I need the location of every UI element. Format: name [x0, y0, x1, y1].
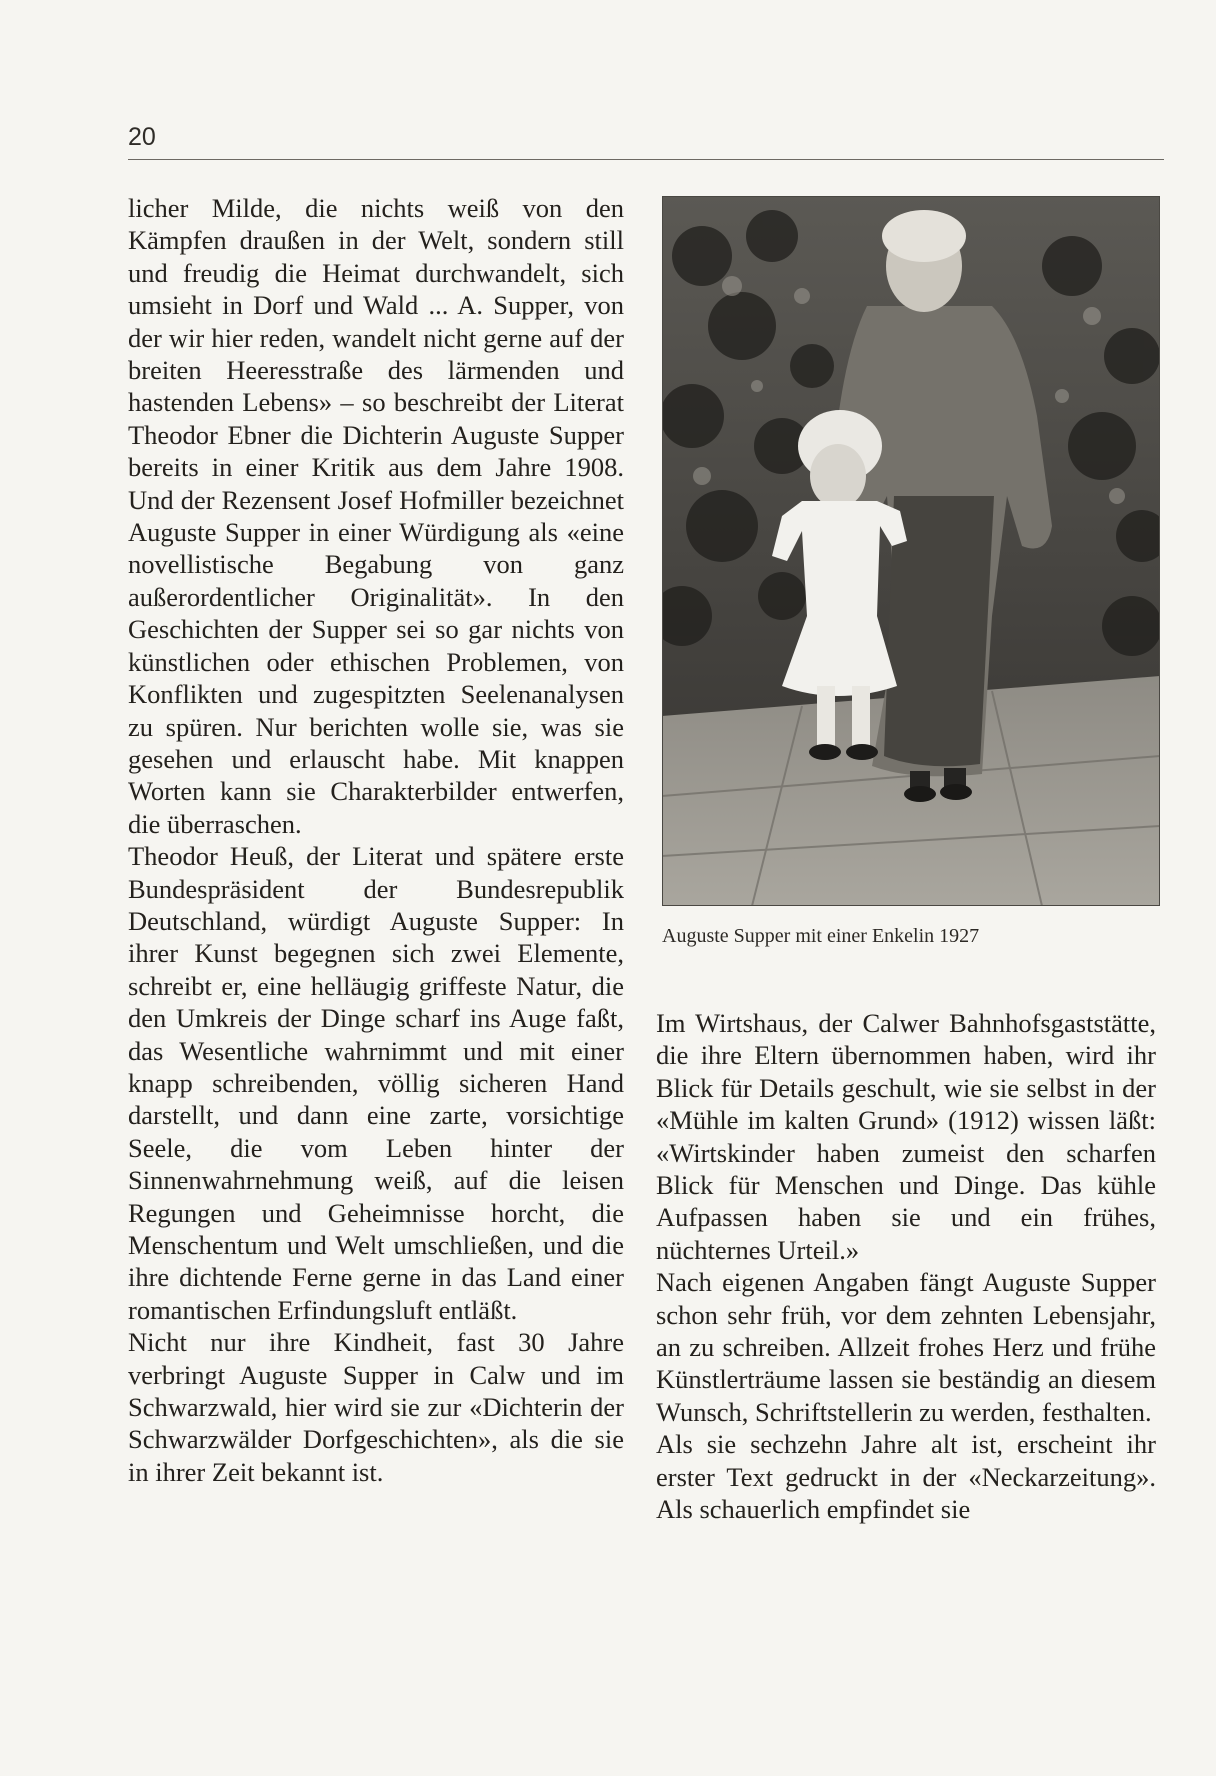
figure-caption: Auguste Supper mit einer Enkelin 1927	[662, 925, 980, 947]
right-paragraph-1: Im Wirtshaus, der Calwer Bahnhofsgaststätte, die ihre Eltern übernommen haben, wird ihr Blick für Details geschult, wie sie selbst in der «Mühle im kalten Grund» (1912) wissen läßt: «Wirtskinder haben zumeist den scharfen Blick für Menschen und Dinge. Das kühle Aufpassen haben sie und ein frühes, nüchternes Urteil.»	[656, 1008, 1156, 1265]
right-text-column	[656, 1007, 1156, 1526]
header-rule	[128, 159, 1164, 160]
left-paragraph-1: licher Milde, die nichts weiß von den Kämpfen draußen in der Welt, sondern still und freudig die Heimat durchwandelt, sich umsieht in Dorf und Wald ... A. Supper, von der wir hier reden, wandelt nicht gerne auf der breiten Heeresstraße des lärmenden und hastenden Lebens» – so beschreibt der Literat Theodor Ebner die Dichterin Auguste Supper bereits in einer Kritik aus dem Jahre 1908. Und der Rezensent Josef Hofmiller bezeichnet Auguste Supper in einer Würdigung als «eine novellistische Begabung von ganz außerordentlicher Originalität». In den Geschichten der Supper sei so gar nichts von künstlichen oder ethischen Problemen, von Konflikten und zugespitzten Seelenanalysen zu spüren. Nur berichten wolle sie, was sie gesehen und erlauscht habe. Mit knappen Worten kann sie Charakterbilder entwerfen, die überraschen.	[128, 193, 624, 839]
page-header	[128, 122, 1164, 160]
left-text-column	[128, 192, 624, 1488]
photo-illustration	[662, 196, 1160, 906]
left-paragraph-3: Nicht nur ihre Kindheit, fast 30 Jahre verbringt Auguste Supper in Calw und im Schwarzwald, hier wird sie zur «Dichterin der Schwarzwälder Dorfgeschichten», als die sie in ihrer Zeit bekannt ist.	[128, 1327, 624, 1487]
right-paragraph-3: Als sie sechzehn Jahre alt ist, erscheint ihr erster Text gedruckt in der «Neckarzeitung». Als schauerlich empfindet sie	[656, 1429, 1156, 1525]
page-number: 20	[128, 123, 156, 151]
left-paragraph-2: Theodor Heuß, der Literat und spätere erste Bundespräsident der Bundesrepublik Deutschland, würdigt Auguste Supper: In ihrer Kunst begegnen sich zwei Elemente, schreibt er, eine helläugig griffeste Natur, die den Umkreis der Dinge scharf ins Auge faßt, das Wesentliche wahrnimmt und mit einer knapp schreibenden, völlig sicheren Hand darstellt, und dann eine zarte, vorsichtige Seele, die vom Leben hinter der Sinnenwahrnehmung weiß, auf die leisen Regungen und Geheimnisse horcht, die Menschentum und Welt umschließen, und die ihre dichtende Ferne gerne in das Land einer romantischen Erfindungsluft entläßt.	[128, 841, 624, 1325]
photo-figure	[662, 196, 1160, 906]
right-paragraph-2: Nach eigenen Angaben fängt Auguste Supper schon sehr früh, vor dem zehnten Lebensjahr, an zu schreiben. Allzeit frohes Herz und frühe Künstlerträume lassen sie beständig an diesem Wunsch, Schriftstellerin zu werden, festhalten.	[656, 1267, 1156, 1427]
